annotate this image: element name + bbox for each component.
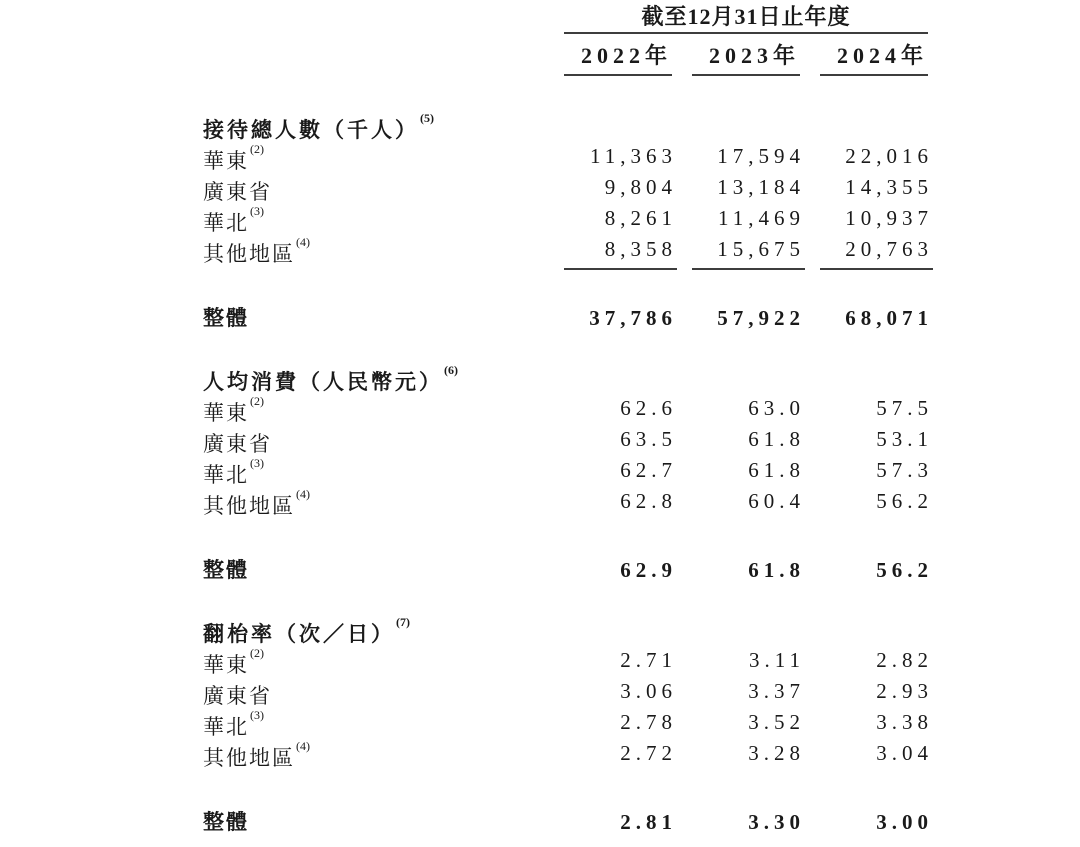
cell-2023: 63.0 bbox=[748, 396, 805, 420]
section-title-row-spending bbox=[203, 362, 928, 393]
total-label: 整體 bbox=[203, 306, 249, 330]
table-row bbox=[203, 424, 933, 456]
total-label: 整體 bbox=[203, 810, 249, 834]
table-row bbox=[203, 486, 933, 518]
cell-2024: 3.38 bbox=[876, 710, 933, 734]
row-label-text: 華北 bbox=[203, 463, 249, 487]
header-spacer bbox=[203, 42, 544, 76]
cell-2024: 2.82 bbox=[876, 648, 933, 672]
footnote-ref-icon: (2) bbox=[250, 646, 264, 660]
table-row bbox=[203, 203, 933, 235]
section-title-row-turnover bbox=[203, 614, 928, 645]
row-label-text: 廣東省 bbox=[203, 180, 272, 204]
year-header-2024: 2024年 bbox=[820, 42, 928, 76]
cell-2022: 63.5 bbox=[620, 427, 677, 451]
total-cell-2023: 3.30 bbox=[748, 810, 805, 834]
row-label-text: 華北 bbox=[203, 715, 249, 739]
cell-2022: 3.06 bbox=[620, 679, 677, 703]
footnote-ref-icon: (4) bbox=[296, 487, 310, 501]
row-label-text: 華東 bbox=[203, 653, 249, 677]
total-row bbox=[203, 555, 933, 586]
cell-2022: 8,358 bbox=[564, 234, 677, 270]
total-cell-2022: 62.9 bbox=[620, 558, 677, 582]
table-header-period-row bbox=[203, 2, 928, 34]
table-row bbox=[203, 645, 933, 677]
footnote-ref-icon: (2) bbox=[250, 142, 264, 156]
table-row bbox=[203, 172, 933, 204]
footnote-ref-icon: (2) bbox=[250, 394, 264, 408]
table-row bbox=[203, 707, 933, 739]
table-row bbox=[203, 738, 933, 770]
cell-2024: 10,937 bbox=[845, 206, 933, 230]
total-cell-2023: 61.8 bbox=[748, 558, 805, 582]
cell-2022: 9,804 bbox=[604, 175, 677, 199]
total-cell-2022: 2.81 bbox=[620, 810, 677, 834]
row-label-text: 華北 bbox=[203, 211, 249, 235]
total-row bbox=[203, 303, 933, 334]
row-label-text: 廣東省 bbox=[203, 432, 272, 456]
footnote-ref-icon: (4) bbox=[296, 739, 310, 753]
footnote-ref-icon: (5) bbox=[420, 111, 434, 125]
table-row bbox=[203, 393, 933, 425]
cell-2022: 62.7 bbox=[620, 458, 677, 482]
cell-2023: 61.8 bbox=[748, 458, 805, 482]
footnote-ref-icon: (3) bbox=[250, 456, 264, 470]
row-label-text: 其他地區 bbox=[203, 494, 295, 518]
table-row bbox=[203, 455, 933, 487]
row-label-text: 華東 bbox=[203, 149, 249, 173]
cell-2024: 20,763 bbox=[820, 234, 933, 270]
cell-2024: 57.5 bbox=[876, 396, 933, 420]
cell-2022: 2.72 bbox=[620, 741, 677, 765]
row-label bbox=[203, 738, 544, 774]
section-title-text: 接待總人數（千人） bbox=[203, 118, 419, 142]
cell-2023: 3.52 bbox=[748, 710, 805, 734]
total-cell-2024: 56.2 bbox=[876, 558, 933, 582]
table-row bbox=[203, 234, 933, 266]
row-label-text: 華東 bbox=[203, 401, 249, 425]
cell-2023: 3.28 bbox=[748, 741, 805, 765]
header-spacer bbox=[203, 2, 544, 34]
cell-2024: 22,016 bbox=[845, 144, 933, 168]
total-cell-2024: 3.00 bbox=[876, 810, 933, 834]
cell-2024: 56.2 bbox=[876, 489, 933, 513]
cell-2023: 61.8 bbox=[748, 427, 805, 451]
row-label bbox=[203, 486, 544, 522]
cell-2023: 3.11 bbox=[749, 648, 805, 672]
cell-2023: 15,675 bbox=[692, 234, 805, 270]
cell-2022: 11,363 bbox=[590, 144, 677, 168]
footnote-ref-icon: (4) bbox=[296, 235, 310, 249]
total-label: 整體 bbox=[203, 558, 249, 582]
row-label bbox=[203, 234, 544, 270]
footnote-ref-icon: (3) bbox=[250, 204, 264, 218]
table-header-years-row bbox=[203, 42, 928, 76]
cell-2023: 13,184 bbox=[717, 175, 805, 199]
cell-2024: 57.3 bbox=[876, 458, 933, 482]
cell-2022: 8,261 bbox=[604, 206, 677, 230]
table-row bbox=[203, 676, 933, 708]
year-header-2023: 2023年 bbox=[692, 42, 800, 76]
section-title-text: 人均消費（人民幣元） bbox=[203, 370, 443, 394]
year-header-2022: 2022年 bbox=[564, 42, 672, 76]
footnote-ref-icon: (7) bbox=[396, 615, 410, 629]
total-cell-2022: 37,786 bbox=[589, 306, 677, 330]
financial-metrics-table bbox=[203, 2, 933, 838]
row-label-text: 其他地區 bbox=[203, 242, 295, 266]
table-row bbox=[203, 141, 933, 173]
cell-2024: 53.1 bbox=[876, 427, 933, 451]
total-row bbox=[203, 807, 933, 838]
section-title-row-guests bbox=[203, 110, 928, 141]
section-title-text: 翻枱率（次／日） bbox=[203, 622, 395, 646]
cell-2022: 62.6 bbox=[620, 396, 677, 420]
cell-2024: 3.04 bbox=[876, 741, 933, 765]
period-header: 截至12月31日止年度 bbox=[564, 2, 928, 34]
footnote-ref-icon: (6) bbox=[444, 363, 458, 377]
row-label-text: 其他地區 bbox=[203, 746, 295, 770]
cell-2022: 2.71 bbox=[620, 648, 677, 672]
cell-2024: 2.93 bbox=[876, 679, 933, 703]
cell-2023: 17,594 bbox=[717, 144, 805, 168]
cell-2022: 62.8 bbox=[620, 489, 677, 513]
footnote-ref-icon: (3) bbox=[250, 708, 264, 722]
cell-2024: 14,355 bbox=[845, 175, 933, 199]
total-cell-2024: 68,071 bbox=[845, 306, 933, 330]
row-label-text: 廣東省 bbox=[203, 684, 272, 708]
cell-2023: 3.37 bbox=[748, 679, 805, 703]
total-cell-2023: 57,922 bbox=[717, 306, 805, 330]
cell-2023: 11,469 bbox=[718, 206, 805, 230]
cell-2022: 2.78 bbox=[620, 710, 677, 734]
cell-2023: 60.4 bbox=[748, 489, 805, 513]
